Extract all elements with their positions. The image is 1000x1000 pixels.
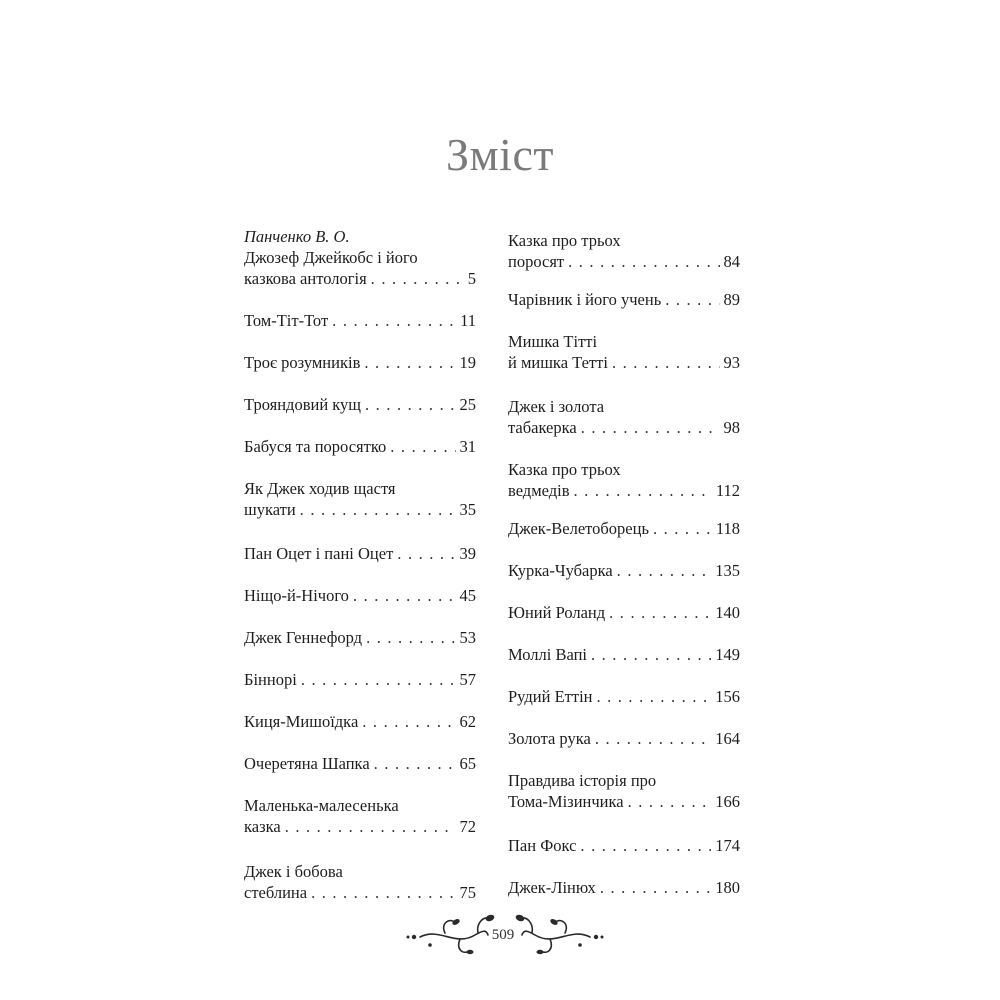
toc-entry-last-line <box>508 251 740 272</box>
toc-entry-last-line <box>508 417 740 438</box>
toc-entry-title: Джек-Велетоборець <box>508 519 649 538</box>
toc-entry <box>508 396 740 438</box>
toc-entry-page: 65 <box>459 754 476 773</box>
dot-leader <box>581 417 720 438</box>
toc-entry-last-line <box>244 753 476 774</box>
toc-entry-title: Том-Тіт-Тот <box>244 311 329 330</box>
toc-entry <box>244 226 476 289</box>
dot-leader <box>390 436 455 457</box>
toc-entry-page: 45 <box>459 586 476 605</box>
toc-entry <box>508 459 740 501</box>
toc-entry <box>508 289 740 310</box>
toc-entry-last-line <box>244 394 476 415</box>
toc-entry <box>508 877 740 898</box>
toc-entry <box>508 602 740 623</box>
dot-leader <box>371 268 464 289</box>
dot-leader <box>653 518 712 539</box>
toc-entry <box>508 560 740 581</box>
dot-leader <box>617 560 712 581</box>
toc-entry-title: Рудий Еттін <box>508 687 593 706</box>
toc-entry-last-line <box>508 289 740 310</box>
dot-leader <box>600 877 711 898</box>
toc-entry-title: й мишка Тетті <box>508 353 608 372</box>
dot-leader <box>311 882 455 903</box>
toc-entry-title: Золота рука <box>508 729 591 748</box>
toc-entry <box>508 331 740 373</box>
toc-entry-title: Джек-Лінюх <box>508 878 596 897</box>
toc-entry-title: Очеретяна Шапка <box>244 754 370 773</box>
toc-entry <box>508 728 740 749</box>
toc-entry-page: 53 <box>459 628 476 647</box>
toc-entry-title: Біннорі <box>244 670 297 689</box>
dot-leader <box>353 585 456 606</box>
toc-entry-last-line <box>244 268 476 289</box>
toc-entry-page: 75 <box>459 883 476 902</box>
toc-entry-title: Пан Фокс <box>508 836 577 855</box>
dot-leader <box>366 627 455 648</box>
dot-leader <box>285 816 456 837</box>
toc-entry <box>244 795 476 837</box>
toc-entry <box>244 753 476 774</box>
toc-entry-page: 93 <box>723 353 740 372</box>
toc-entry-title-line: Джозеф Джейкобс і його <box>244 248 418 267</box>
toc-entry-title: Чарівник і його учень <box>508 290 662 309</box>
toc-entry <box>508 518 740 539</box>
toc-entry-last-line <box>508 835 740 856</box>
toc-entry-page: 98 <box>723 418 740 437</box>
dot-leader <box>591 644 711 665</box>
toc-entry-page: 11 <box>460 311 476 330</box>
page-title: Зміст <box>446 129 554 180</box>
toc-entry-title: Бабуся та поросятко <box>244 437 387 456</box>
toc-entry-last-line <box>244 711 476 732</box>
toc-entry-last-line <box>508 791 740 812</box>
toc-entry-title: Пан Оцет і пані Оцет <box>244 544 394 563</box>
toc-entry-last-line <box>508 518 740 539</box>
toc-entry <box>508 644 740 665</box>
toc-entry-title: Киця-Мишоїдка <box>244 712 359 731</box>
toc-entry-title: Тома-Мізинчика <box>508 792 624 811</box>
toc-entry-title-line: Казка про трьох <box>508 460 621 479</box>
toc-entry <box>244 478 476 520</box>
dot-leader <box>374 753 456 774</box>
toc-entry-title: шукати <box>244 500 296 519</box>
toc-entry-title: Моллі Вапі <box>508 645 587 664</box>
toc-entry-page: 19 <box>459 353 476 372</box>
toc-entry-last-line <box>508 686 740 707</box>
toc-entry-page: 166 <box>715 792 740 811</box>
dot-leader <box>665 289 719 310</box>
toc-entry <box>508 686 740 707</box>
toc-entry-title: Курка-Чубарка <box>508 561 613 580</box>
toc-entry-title: стеблина <box>244 883 308 902</box>
toc-entry-last-line <box>244 543 476 564</box>
dot-leader <box>628 791 712 812</box>
dot-leader <box>397 543 455 564</box>
dot-leader <box>568 251 719 272</box>
toc-entry-last-line <box>508 480 740 501</box>
toc-entry-title-line: Маленька-малесенька <box>244 796 399 815</box>
toc-entry <box>508 230 740 272</box>
toc-entry-page: 112 <box>715 481 740 500</box>
dot-leader <box>580 835 711 856</box>
toc-entry-title: Джек Геннефорд <box>244 628 363 647</box>
toc-entry-page: 84 <box>723 252 740 271</box>
toc-entry-page: 140 <box>715 603 740 622</box>
toc-entry-last-line <box>244 352 476 373</box>
toc-entry <box>244 861 476 903</box>
toc-entry <box>244 543 476 564</box>
toc-entry-title-line: Джек і бобова <box>244 862 343 881</box>
toc-entry-title: табакерка <box>508 418 577 437</box>
toc-entry-title: казкова антологія <box>244 269 367 288</box>
toc-entry-page: 156 <box>715 687 740 706</box>
toc-entry-page: 57 <box>459 670 476 689</box>
dot-leader <box>612 352 720 373</box>
toc-entry-title: казка <box>244 817 281 836</box>
toc-entry-last-line <box>508 352 740 373</box>
toc-entry-page: 174 <box>715 836 740 855</box>
toc-entry <box>244 669 476 690</box>
toc-entry-last-line <box>508 728 740 749</box>
toc-entry-last-line <box>244 499 476 520</box>
toc-entry <box>244 394 476 415</box>
toc-entry-last-line <box>244 436 476 457</box>
toc-entry-title: Трояндовий кущ <box>244 395 362 414</box>
toc-entry-page: 135 <box>715 561 740 580</box>
toc-entry <box>244 436 476 457</box>
toc-entry-page: 62 <box>459 712 476 731</box>
toc-entry <box>508 835 740 856</box>
toc-entry-title: Юний Роланд <box>508 603 606 622</box>
dot-leader <box>574 480 712 501</box>
toc-entry <box>244 352 476 373</box>
dot-leader <box>365 394 455 415</box>
toc-entry-page: 164 <box>715 729 740 748</box>
toc-entry <box>244 585 476 606</box>
toc-entry-page: 5 <box>467 269 476 288</box>
toc-entry-last-line <box>508 877 740 898</box>
toc-entry-page: 25 <box>459 395 476 414</box>
toc-entry-last-line <box>508 560 740 581</box>
toc-entry <box>244 627 476 648</box>
toc-entry-page: 89 <box>723 290 740 309</box>
toc-entry-title: ведмедів <box>508 481 570 500</box>
toc-entry-last-line <box>244 310 476 331</box>
toc-entry <box>508 770 740 812</box>
dot-leader <box>595 728 711 749</box>
toc-entry-page: 39 <box>459 544 476 563</box>
dot-leader <box>364 352 455 373</box>
toc-entry-last-line <box>244 816 476 837</box>
toc-entry-last-line <box>244 669 476 690</box>
toc-entry-page: 31 <box>459 437 476 456</box>
toc-entry-page: 180 <box>715 878 740 897</box>
page-number: 509 <box>491 927 515 943</box>
toc-entry-last-line <box>508 644 740 665</box>
toc-entry-page: 35 <box>459 500 476 519</box>
dot-leader <box>596 686 711 707</box>
toc-entry-title-line: Казка про трьох <box>508 231 621 250</box>
toc-entry-author: Панченко В. О. <box>244 227 350 246</box>
toc-entry-page: 118 <box>715 519 740 538</box>
toc-entry-title: Ніщо-й-Нічого <box>244 586 349 605</box>
dot-leader <box>301 669 456 690</box>
toc-entry-title-line: Правдива історія про <box>508 771 657 790</box>
toc-entry-title: поросят <box>508 252 565 271</box>
toc-entry-last-line <box>244 585 476 606</box>
toc-entry-page: 72 <box>459 817 476 836</box>
toc-entry-last-line <box>508 602 740 623</box>
toc-entry-title-line: Джек і золота <box>508 397 605 416</box>
toc-entry-title-line: Мишка Тітті <box>508 332 598 351</box>
toc-entry <box>244 310 476 331</box>
dot-leader <box>609 602 711 623</box>
toc-entry-title: Троє розумників <box>244 353 361 372</box>
toc-entry-page: 149 <box>715 645 740 664</box>
dot-leader <box>362 711 455 732</box>
toc-entry <box>244 711 476 732</box>
toc-entry-last-line <box>244 627 476 648</box>
toc-entry-title-line: Як Джек ходив щастя <box>244 479 396 498</box>
toc-entry-last-line <box>244 882 476 903</box>
dot-leader <box>300 499 456 520</box>
dot-leader <box>332 310 456 331</box>
